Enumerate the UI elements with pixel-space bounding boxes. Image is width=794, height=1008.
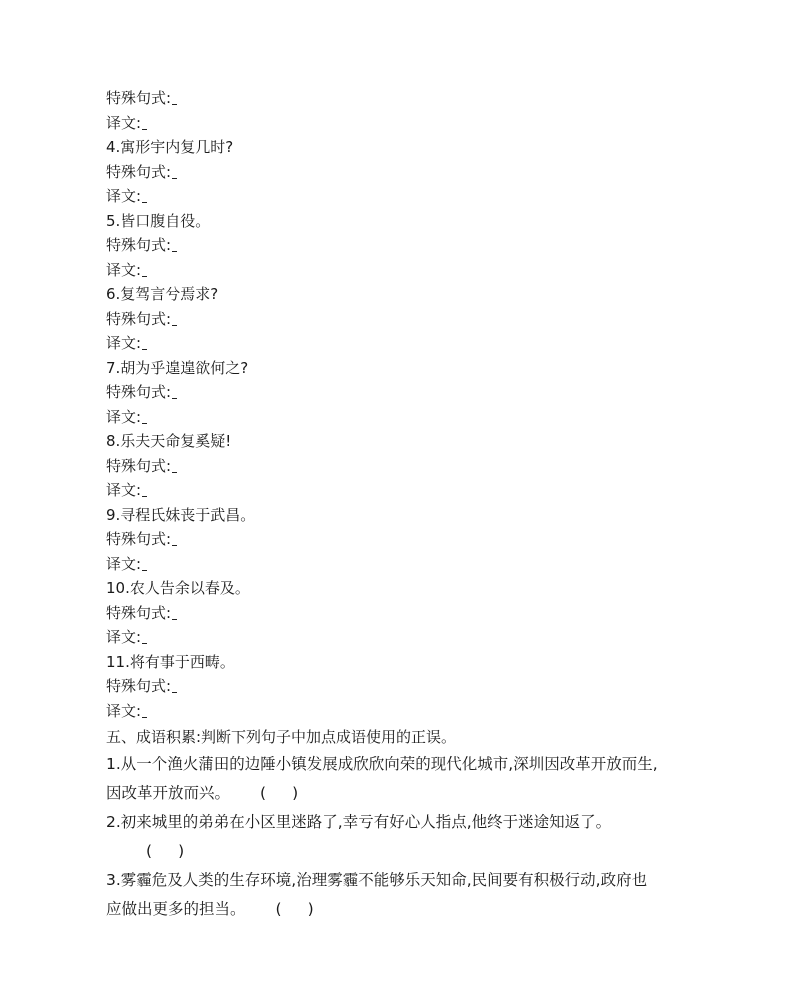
translation-line: 译文: bbox=[106, 111, 706, 136]
question-4: 4.寓形宇内复几时? bbox=[106, 138, 234, 156]
special-pattern-line: 特殊句式: bbox=[106, 307, 706, 332]
answer-parentheses[interactable]: ( ) bbox=[260, 784, 299, 802]
question-10: 10.农人告余以春及。 bbox=[106, 579, 250, 597]
answer-blank[interactable] bbox=[142, 556, 147, 571]
special-pattern-line: 特殊句式: bbox=[106, 601, 706, 626]
answer-blank[interactable] bbox=[142, 409, 147, 424]
translation-line: 译文: bbox=[106, 331, 706, 356]
question-11: 11.将有事于西畴。 bbox=[106, 652, 235, 671]
translation-line: 译文: bbox=[106, 625, 706, 650]
answer-blank[interactable] bbox=[142, 188, 147, 203]
idiom-question-3: 3.雾霾危及人类的生存环境,治理雾霾不能够乐天知命,民间要有积极行动,政府也 应做出更多的担当。 ( ) bbox=[106, 866, 706, 924]
answer-blank[interactable] bbox=[142, 482, 147, 497]
special-pattern-line: 特殊句式: bbox=[106, 160, 706, 185]
translation-line: 译文: bbox=[106, 552, 706, 577]
answer-blank[interactable] bbox=[142, 115, 147, 130]
answer-blank[interactable] bbox=[142, 629, 147, 644]
special-pattern-line: 特殊句式: bbox=[106, 86, 706, 111]
special-pattern-line: 特殊句式: bbox=[106, 674, 706, 699]
document-page bbox=[106, 86, 706, 924]
idiom-question-1: 1.从一个渔火蒲田的边陲小镇发展成欣欣向荣的现代化城市,深圳因改革开放而生, 因改革开放而兴。 ( ) bbox=[106, 750, 706, 808]
answer-blank[interactable] bbox=[172, 384, 177, 399]
question-7: 7.胡为乎遑遑欲何之? bbox=[106, 358, 249, 377]
translation-line: 译文: bbox=[106, 258, 706, 283]
answer-parentheses[interactable]: ( ) bbox=[146, 842, 185, 860]
question-5: 5.皆口腹自役。 bbox=[106, 211, 211, 230]
translation-line: 译文: bbox=[106, 184, 706, 209]
answer-blank[interactable] bbox=[172, 237, 177, 252]
answer-blank[interactable] bbox=[172, 164, 177, 179]
special-pattern-line: 特殊句式: bbox=[106, 233, 706, 258]
special-pattern-line: 特殊句式: bbox=[106, 454, 706, 479]
translation-line: 译文: bbox=[106, 478, 706, 503]
translation-line: 译文: bbox=[106, 405, 706, 430]
answer-blank[interactable] bbox=[172, 605, 177, 620]
question-6: 6.复驾言兮焉求? bbox=[106, 285, 219, 303]
section-5-title: 五、成语积累:判断下列句子中加点成语使用的正误。 bbox=[106, 728, 457, 746]
question-9: 9.寻程氏妹丧于武昌。 bbox=[106, 505, 256, 524]
idiom-question-2: 2.初来城里的弟弟在小区里迷路了,幸亏有好心人指点,他终于迷途知返了。 ( ) bbox=[106, 808, 706, 866]
answer-parentheses[interactable]: ( ) bbox=[275, 900, 314, 918]
answer-blank[interactable] bbox=[142, 703, 147, 718]
answer-blank[interactable] bbox=[172, 311, 177, 326]
answer-blank[interactable] bbox=[172, 678, 177, 693]
special-pattern-line: 特殊句式: bbox=[106, 380, 706, 405]
answer-blank[interactable] bbox=[172, 531, 177, 546]
answer-blank[interactable] bbox=[172, 90, 177, 105]
answer-blank[interactable] bbox=[142, 335, 147, 350]
question-8: 8.乐夫天命复奚疑! bbox=[106, 432, 232, 450]
translation-line: 译文: bbox=[106, 699, 706, 724]
answer-blank[interactable] bbox=[142, 262, 147, 277]
answer-blank[interactable] bbox=[172, 458, 177, 473]
special-pattern-line: 特殊句式: bbox=[106, 527, 706, 552]
